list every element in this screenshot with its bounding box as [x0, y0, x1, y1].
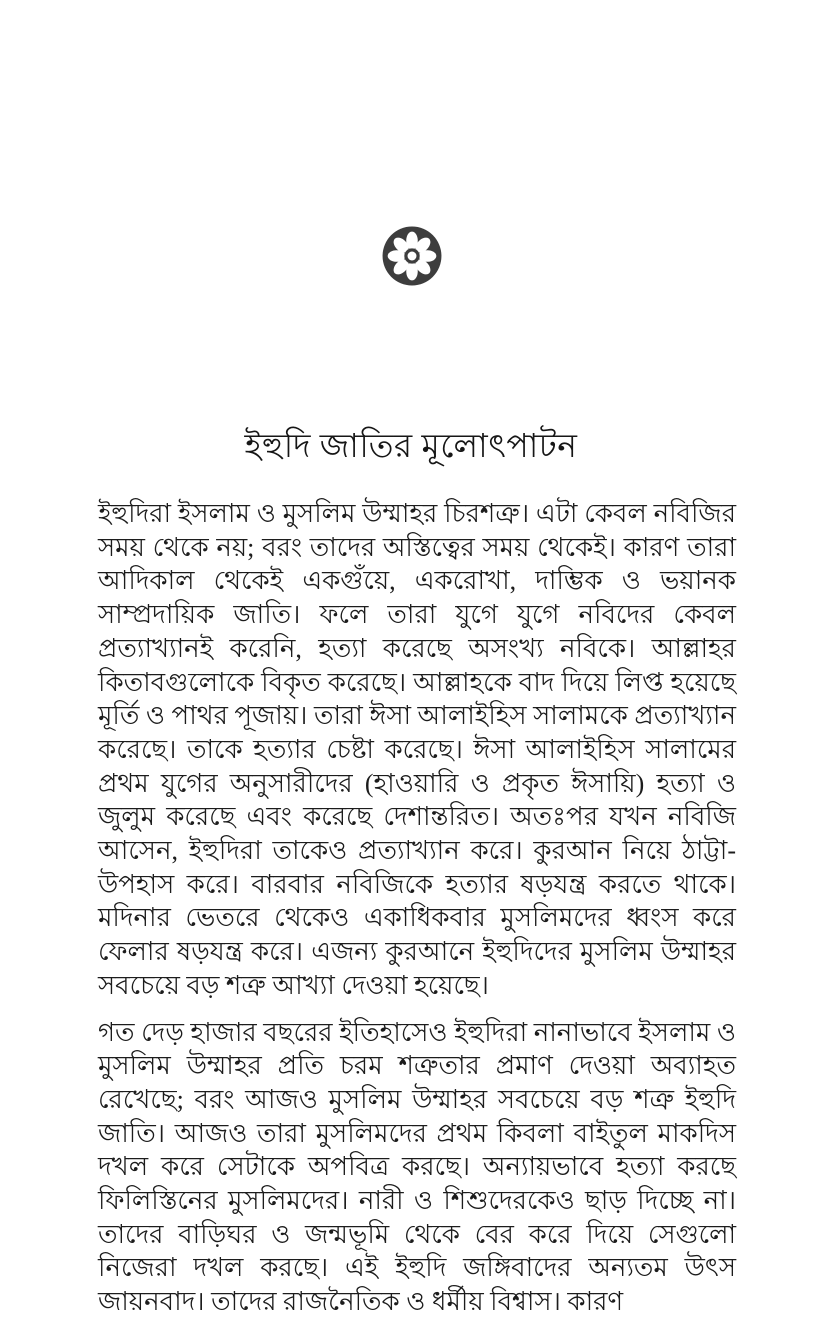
paragraph-2: গত দেড় হাজার বছরের ইতিহাসেও ইহুদিরা নানাভাবে ইসলাম ও মুসলিম উম্মাহর প্রতি চরম শত্রুতার প্রমাণ দেওয়া অব্যাহত রেখেছে; বরং আজও মুসলিম উম্মাহর সবচেয়ে বড় শত্রু ইহুদি জাতি। আজও তারা মুসলিমদের প্রথম কিবলা বাইতুল মাকদিস দখল করে সেটাকে অপবিত্র করছে। অন্যায়ভাবে হত্যা করছে ফিলিস্তিনের মুসলিমদের। নারী ও শিশুদেরকেও ছাড় দিচ্ছে না। তাদের বাড়িঘর ও জন্মভূমি থেকে বের করে দিয়ে সেগুলো নিজেরা দখল করছে। এই ইহুদি জঙ্গিবাদের অন্যতম উৎস জায়নবাদ। তাদের রাজনৈতিক ও ধর্মীয় বিশ্বাস। কারণ [98, 1017, 736, 1317]
body-text [98, 497, 736, 1319]
flower-rosette-ornament-icon [380, 224, 444, 288]
chapter-title: ইহুদি জাতির মূলোৎপাটন [244, 429, 578, 465]
paragraph-1: ইহুদিরা ইসলাম ও মুসলিম উম্মাহর চিরশত্রু। এটা কেবল নবিজির সময় থেকে নয়; বরং তাদের অস্তিত্বের সময় থেকেই। কারণ তারা আদিকাল থেকেই একগুঁয়ে, একরোখা, দাম্ভিক ও ভয়ানক সাম্প্রদায়িক জাতি। ফলে তারা যুগে যুগে নবিদের কেবল প্রত্যাখ্যানই করেনি, হত্যা করেছে অসংখ্য নবিকে। আল্লাহর কিতাবগুলোকে বিকৃত করেছে। আল্লাহকে বাদ দিয়ে লিপ্ত হয়েছে মূর্তি ও পাথর পূজায়। তারা ঈসা আলাইহিস সালামকে প্রত্যাখ্যান করেছে। তাকে হত্যার চেষ্টা করেছে। ঈসা আলাইহিস সালামের প্রথম যুগের অনুসারীদের (হাওয়ারি ও প্রকৃত ঈসায়ি) হত্যা ও জুলুম করেছে এবং করেছে দেশান্তরিত। অতঃপর যখন নবিজি আসেন, ইহুদিরা তাকেও প্রত্যাখ্যান করে। কুরআন নিয়ে ঠাট্টা-উপহাস করে। বারবার নবিজিকে হত্যার ষড়যন্ত্র করতে থাকে। মদিনার ভেতরে থেকেও একাধিকবার মুসলিমদের ধ্বংস করে ফেলার ষড়যন্ত্র করে। এজন্য কুরআনে ইহুদিদের মুসলিম উম্মাহর সবচেয়ে বড় শত্রু আখ্যা দেওয়া হয়েছে। [98, 499, 736, 1000]
